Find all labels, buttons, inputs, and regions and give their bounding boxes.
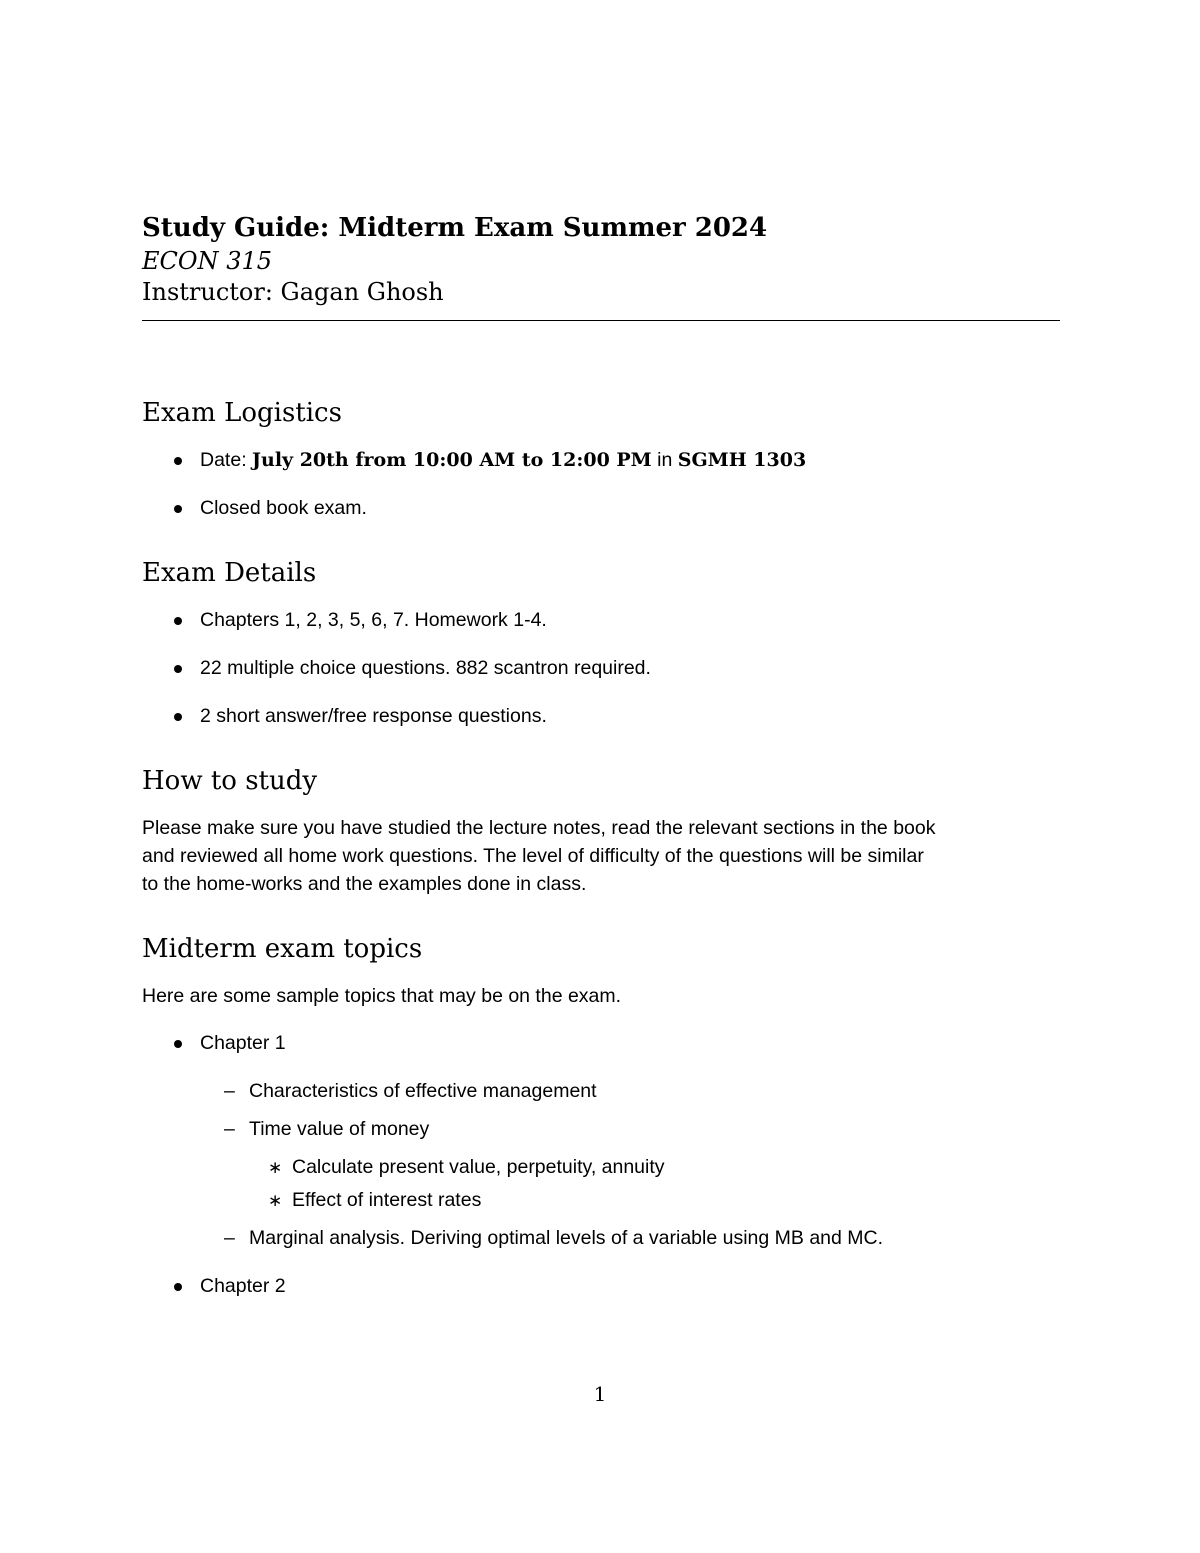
sub-item-time-value: Time value of money [249, 1118, 430, 1140]
section-heading-how-to-study: How to study [142, 766, 318, 796]
section-heading-exam-details: Exam Details [142, 558, 317, 588]
list-item-multiple-choice: 22 multiple choice questions. 882 scantron required. [200, 657, 651, 679]
paragraph-line: Please make sure you have studied the lecture notes, read the relevant sections in the book [142, 817, 936, 839]
bullet-icon [174, 665, 182, 673]
date-value: July 20th from 10:00 AM to 12:00 PM [252, 449, 652, 471]
dash-bullet-icon: – [224, 1080, 235, 1102]
list-item-closed-book: Closed book exam. [200, 497, 367, 519]
list-item-date [200, 447, 806, 473]
list-item-chapter-1: Chapter 1 [200, 1032, 286, 1054]
course-code: ECON 315 [142, 247, 272, 275]
instructor-name: Instructor: Gagan Ghosh [142, 278, 444, 306]
bullet-icon [174, 713, 182, 721]
bullet-icon [174, 1283, 182, 1291]
bullet-icon [174, 505, 182, 513]
bullet-icon [174, 617, 182, 625]
document-header [142, 210, 1060, 308]
header-divider [142, 320, 1060, 321]
paragraph-line: and reviewed all home work questions. The level of difficulty of the questions will be similar [142, 845, 924, 867]
sub-item-marginal-analysis: Marginal analysis. Deriving optimal levels of a variable using MB and MC. [249, 1227, 884, 1249]
dash-bullet-icon: – [224, 1118, 235, 1140]
page-number: 1 [593, 1382, 607, 1406]
sub-sub-item-present-value: Calculate present value, perpetuity, annuity [292, 1156, 665, 1178]
sub-sub-item-interest-rates: Effect of interest rates [292, 1189, 482, 1211]
bullet-icon [174, 457, 182, 465]
asterisk-bullet-icon: ∗ [268, 1158, 283, 1178]
topics-intro: Here are some sample topics that may be on the exam. [142, 985, 622, 1007]
section-heading-midterm-topics: Midterm exam topics [142, 934, 423, 964]
list-item-chapters: Chapters 1, 2, 3, 5, 6, 7. Homework 1-4. [200, 609, 547, 631]
sub-item-characteristics: Characteristics of effective management [249, 1080, 597, 1102]
list-item-short-answer: 2 short answer/free response questions. [200, 705, 547, 727]
dash-bullet-icon: – [224, 1227, 235, 1249]
paragraph-line: to the home-works and the examples done in class. [142, 873, 587, 895]
list-item-chapter-2: Chapter 2 [200, 1275, 286, 1297]
document-title: Study Guide: Midterm Exam Summer 2024 [142, 213, 768, 243]
date-in-text: in [651, 449, 678, 471]
date-label: Date: [200, 449, 253, 471]
section-heading-exam-logistics: Exam Logistics [142, 398, 342, 428]
exam-location: SGMH 1303 [677, 449, 807, 471]
bullet-icon [174, 1040, 182, 1048]
asterisk-bullet-icon: ∗ [268, 1191, 283, 1211]
